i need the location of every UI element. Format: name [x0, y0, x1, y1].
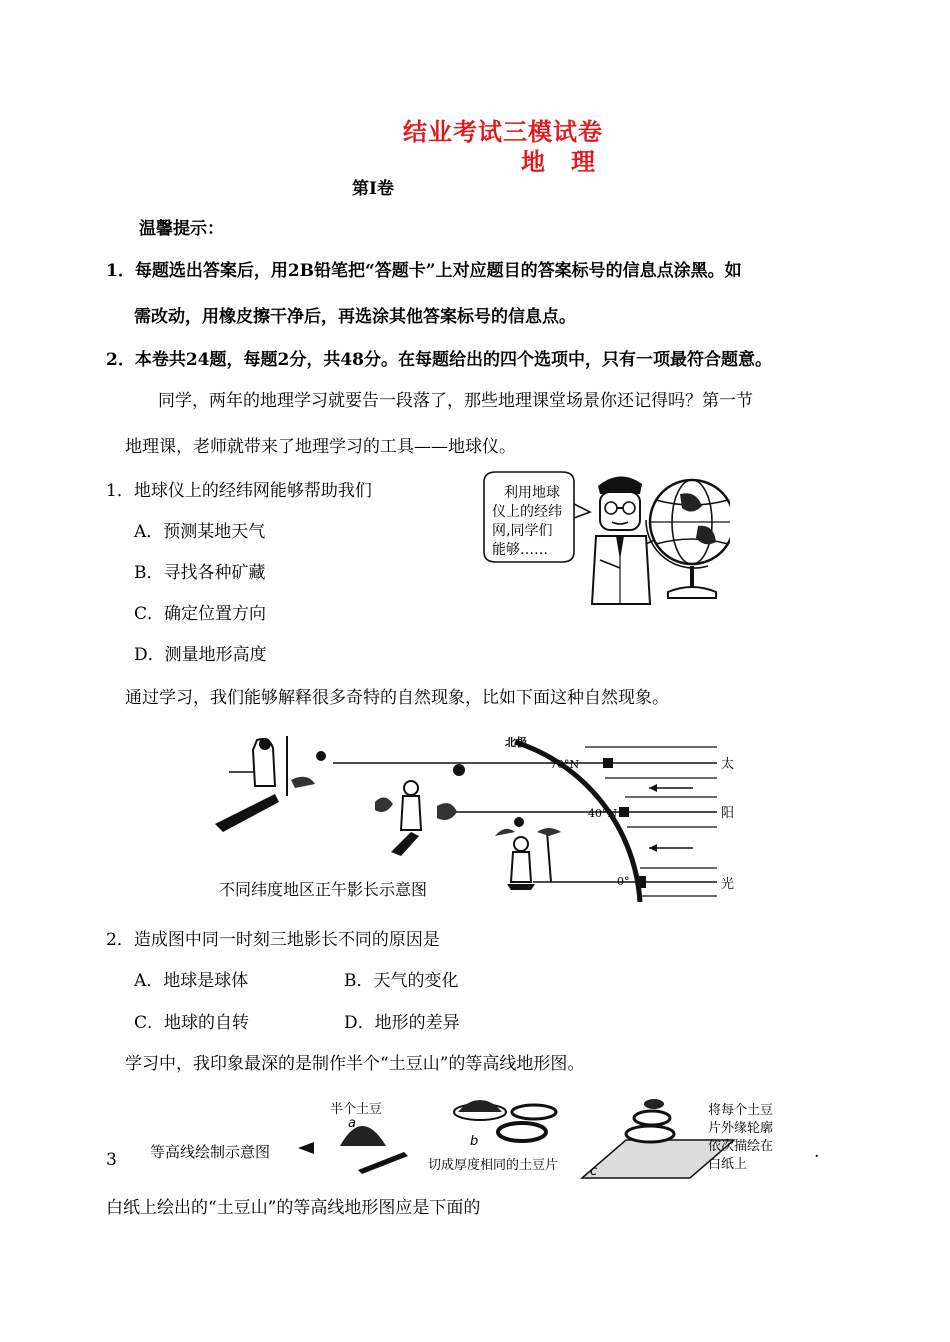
slices-label: 切成厚度相同的土豆片	[428, 1158, 559, 1173]
q2-option-b: B．天气的变化	[344, 971, 459, 991]
q2-stem: 2．造成图中同一时刻三地影长不同的原因是	[106, 930, 440, 950]
q3-number: 3	[106, 1150, 117, 1170]
q1-option-b: B．寻找各种矿藏	[134, 563, 266, 583]
intro-line-2: 地理课，老师就带来了地理学习的工具——地球仪。	[125, 437, 516, 457]
trace-line-4: 白纸上	[708, 1157, 748, 1172]
q1-stem: 1．地球仪上的经纬网能够帮助我们	[106, 481, 372, 501]
transition-2: 学习中，我印象最深的是制作半个“土豆山”的等高线地形图。	[125, 1054, 585, 1074]
half-potato-label: 半个土豆	[330, 1102, 383, 1117]
bubble-line-4: 能够……	[492, 542, 548, 558]
q2-option-d: D．地形的差异	[344, 1013, 460, 1033]
tip-item-1-cont: 需改动，用橡皮擦干净后，再选涂其他答案标号的信息点。	[134, 307, 576, 327]
lat-40-label: 40°N	[588, 807, 618, 820]
tip-item-1: 1．每题选出答案后，用2B铅笔把“答题卡”上对应题目的答案标号的信息点涂黑。如	[106, 261, 742, 281]
bubble-line-2: 仪上的经纬	[492, 504, 562, 520]
q3-stem: 白纸上绘出的“土豆山”的等高线地形图应是下面的	[106, 1198, 481, 1218]
q1-option-c: C．确定位置方向	[134, 604, 267, 624]
contour-fig-title: 等高线绘制示意图	[150, 1143, 271, 1161]
bubble-line-3: 网,同学们	[492, 523, 553, 539]
lat-0-label: 0°	[617, 875, 630, 888]
trace-line-2: 片外缘轮廓	[708, 1121, 774, 1136]
shadow-length-figure	[215, 732, 745, 904]
bubble-line-1: 利用地球	[504, 485, 560, 501]
teacher-globe-figure	[470, 464, 730, 610]
q2-option-c: C．地球的自转	[134, 1013, 250, 1033]
trace-line-3: 依次描绘在	[708, 1139, 774, 1154]
sun-char-2: 阳	[721, 806, 735, 821]
q1-option-a: A．预测某地天气	[134, 522, 266, 542]
transition-1: 通过学习，我们能够解释很多奇特的自然现象，比如下面这种自然现象。	[125, 688, 669, 708]
intro-line-1: 同学，两年的地理学习就要告一段落了，那些地理课堂场景你还记得吗？第一节	[158, 391, 753, 411]
label-a: a	[348, 1116, 356, 1131]
label-c: c	[590, 1164, 598, 1179]
q2-option-a: A．地球是球体	[134, 971, 249, 991]
exam-title: 结业考试三模试卷	[403, 117, 603, 146]
subject-title: 地 理	[521, 147, 596, 176]
sun-char-1: 太	[721, 757, 735, 772]
lat-70-label: 70°N	[550, 758, 580, 771]
trace-line-1: 将每个土豆	[708, 1103, 774, 1118]
tip-item-2: 2．本卷共24题，每题2分，共48分。在每题给出的四个选项中，只有一项最符合题意。	[106, 350, 772, 370]
tips-heading: 温馨提示：	[139, 219, 224, 239]
volume-label: 第Ⅰ卷	[352, 179, 394, 199]
fig2-caption: 不同纬度地区正午影长示意图	[219, 880, 428, 899]
sun-char-3: 光	[721, 877, 735, 892]
label-b: b	[470, 1134, 479, 1149]
contour-drawing-figure	[150, 1092, 840, 1184]
q1-option-d: D．测量地形高度	[134, 645, 267, 665]
north-pole-label: 北极	[505, 736, 527, 749]
trailing-period: .	[814, 1142, 820, 1162]
